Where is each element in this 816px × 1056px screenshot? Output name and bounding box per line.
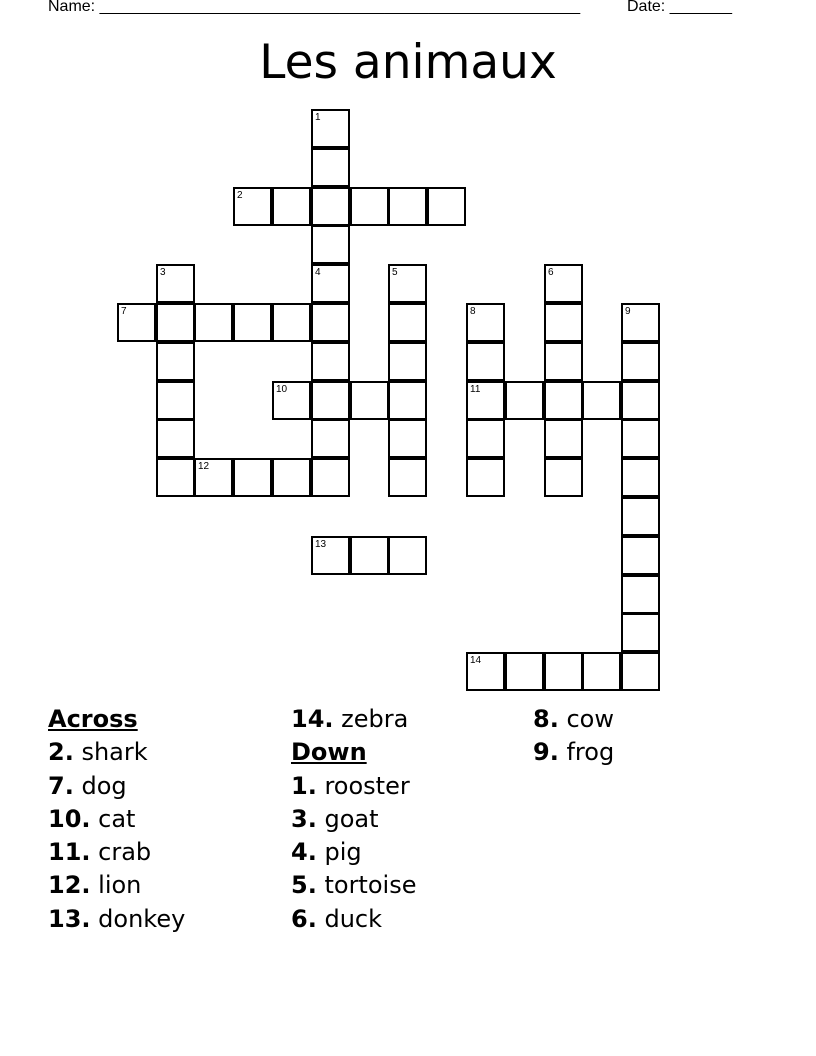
grid-cell[interactable] <box>388 536 427 575</box>
clue-number-label: 5 <box>392 267 398 278</box>
grid-cell[interactable] <box>388 419 427 458</box>
grid-cell[interactable] <box>466 419 505 458</box>
grid-cell[interactable] <box>117 303 156 342</box>
clue-number: 13. <box>48 904 91 933</box>
grid-cell[interactable] <box>272 458 311 497</box>
grid-cell[interactable] <box>427 187 466 226</box>
grid-cell[interactable] <box>544 652 583 691</box>
grid-cell[interactable] <box>233 458 272 497</box>
grid-cell[interactable] <box>272 303 311 342</box>
grid-cell[interactable] <box>466 381 505 420</box>
grid-cell[interactable] <box>311 303 350 342</box>
grid-cell[interactable] <box>544 264 583 303</box>
clue-number-label: 6 <box>548 267 554 278</box>
clue-number-label: 8 <box>470 306 476 317</box>
clue-across-2 <box>48 736 185 769</box>
page-title: Les animaux <box>259 35 557 90</box>
clue-number-label: 13 <box>315 539 327 550</box>
clue-text: donkey <box>98 904 186 933</box>
grid-cell[interactable] <box>466 342 505 381</box>
grid-cell[interactable] <box>311 536 350 575</box>
grid-cell[interactable] <box>466 458 505 497</box>
clue-across-12 <box>48 869 185 902</box>
grid-cell[interactable] <box>466 652 505 691</box>
clue-number: 1. <box>291 771 317 800</box>
grid-cell[interactable] <box>544 342 583 381</box>
clue-text: tortoise <box>324 871 417 900</box>
grid-cell[interactable] <box>621 458 660 497</box>
clue-text: goat <box>324 804 379 833</box>
clue-number: 11. <box>48 838 91 867</box>
grid-cell[interactable] <box>156 342 195 381</box>
clue-number: 14. <box>291 705 334 733</box>
grid-cell[interactable] <box>311 381 350 420</box>
clue-number-label: 1 <box>315 112 321 123</box>
down-heading: Down <box>291 738 367 767</box>
grid-cell[interactable] <box>350 187 389 226</box>
clue-text: frog <box>566 738 615 767</box>
grid-cell[interactable] <box>388 303 427 342</box>
clue-down-1 <box>291 770 416 803</box>
across-heading: Across <box>48 705 138 733</box>
grid-cell[interactable] <box>466 303 505 342</box>
grid-cell[interactable] <box>388 187 427 226</box>
grid-cell[interactable] <box>156 381 195 420</box>
grid-cell[interactable] <box>621 381 660 420</box>
grid-cell[interactable] <box>156 419 195 458</box>
name-field-label: Name: ______________________________________________________ <box>48 0 581 15</box>
clue-text: zebra <box>341 705 409 733</box>
clue-number: 9. <box>533 738 559 767</box>
clue-number: 3. <box>291 804 317 833</box>
grid-cell[interactable] <box>544 303 583 342</box>
grid-cell[interactable] <box>194 458 233 497</box>
grid-cell[interactable] <box>621 303 660 342</box>
clues-column-2 <box>291 703 416 936</box>
date-field-label: Date: _______ <box>627 0 732 15</box>
grid-cell[interactable] <box>582 381 621 420</box>
clue-number: 2. <box>48 738 74 767</box>
clue-down-3 <box>291 803 416 836</box>
grid-cell[interactable] <box>544 381 583 420</box>
clue-number-label: 4 <box>315 267 321 278</box>
grid-cell[interactable] <box>233 303 272 342</box>
clue-text: dog <box>81 771 127 800</box>
clue-number-label: 14 <box>470 655 482 666</box>
clue-text: pig <box>324 838 362 867</box>
grid-cell[interactable] <box>621 497 660 536</box>
clues-column-3 <box>533 703 614 770</box>
grid-cell[interactable] <box>388 342 427 381</box>
grid-cell[interactable] <box>350 536 389 575</box>
clue-number: 10. <box>48 804 91 833</box>
clue-number-label: 12 <box>198 461 210 472</box>
clue-across-7 <box>48 770 185 803</box>
grid-cell[interactable] <box>621 652 660 691</box>
clue-across-13 <box>48 903 185 936</box>
clue-text: rooster <box>324 771 410 800</box>
clue-number: 5. <box>291 871 317 900</box>
grid-cell[interactable] <box>544 458 583 497</box>
clue-number-label: 9 <box>625 306 631 317</box>
clue-number-label: 7 <box>121 306 127 317</box>
clue-text: cat <box>98 804 136 833</box>
grid-cell[interactable] <box>621 575 660 614</box>
grid-cell[interactable] <box>621 419 660 458</box>
clue-across-11 <box>48 836 185 869</box>
clue-text: shark <box>81 738 148 767</box>
grid-cell[interactable] <box>388 264 427 303</box>
grid-cell[interactable] <box>194 303 233 342</box>
clue-across-14 <box>291 703 416 736</box>
grid-cell[interactable] <box>505 652 544 691</box>
grid-cell[interactable] <box>156 303 195 342</box>
clue-down-8 <box>533 703 614 736</box>
grid-cell[interactable] <box>505 381 544 420</box>
clue-number: 12. <box>48 871 91 900</box>
grid-cell[interactable] <box>233 187 272 226</box>
grid-cell[interactable] <box>582 652 621 691</box>
grid-cell[interactable] <box>621 536 660 575</box>
clue-text: duck <box>324 904 383 933</box>
grid-cell[interactable] <box>272 381 311 420</box>
grid-cell[interactable] <box>388 458 427 497</box>
grid-cell[interactable] <box>311 187 350 226</box>
grid-cell[interactable] <box>311 419 350 458</box>
clue-number: 6. <box>291 904 317 933</box>
grid-cell[interactable] <box>156 458 195 497</box>
clue-number-label: 10 <box>276 384 288 395</box>
grid-cell[interactable] <box>350 381 389 420</box>
clues-column-1 <box>48 703 185 936</box>
clue-number-label: 11 <box>470 384 481 395</box>
grid-cell[interactable] <box>311 264 350 303</box>
clue-down-9 <box>533 736 614 769</box>
grid-cell[interactable] <box>544 419 583 458</box>
clue-down-6 <box>291 903 416 936</box>
grid-cell[interactable] <box>272 187 311 226</box>
clue-across-10 <box>48 803 185 836</box>
grid-cell[interactable] <box>311 225 350 264</box>
clue-number-label: 3 <box>160 267 166 278</box>
clue-number: 8. <box>533 705 559 733</box>
clue-number: 7. <box>48 771 74 800</box>
grid-cell[interactable] <box>388 381 427 420</box>
grid-cell[interactable] <box>621 342 660 381</box>
grid-cell[interactable] <box>156 264 195 303</box>
clue-text: crab <box>98 838 152 867</box>
clue-down-4 <box>291 836 416 869</box>
grid-cell[interactable] <box>311 458 350 497</box>
grid-cell[interactable] <box>311 148 350 187</box>
grid-cell[interactable] <box>311 109 350 148</box>
clue-down-5 <box>291 869 416 902</box>
clue-text: cow <box>566 705 614 733</box>
grid-cell[interactable] <box>621 613 660 652</box>
grid-cell[interactable] <box>311 342 350 381</box>
clue-text: lion <box>98 871 142 900</box>
clue-number: 4. <box>291 838 317 867</box>
clue-number-label: 2 <box>237 190 243 201</box>
